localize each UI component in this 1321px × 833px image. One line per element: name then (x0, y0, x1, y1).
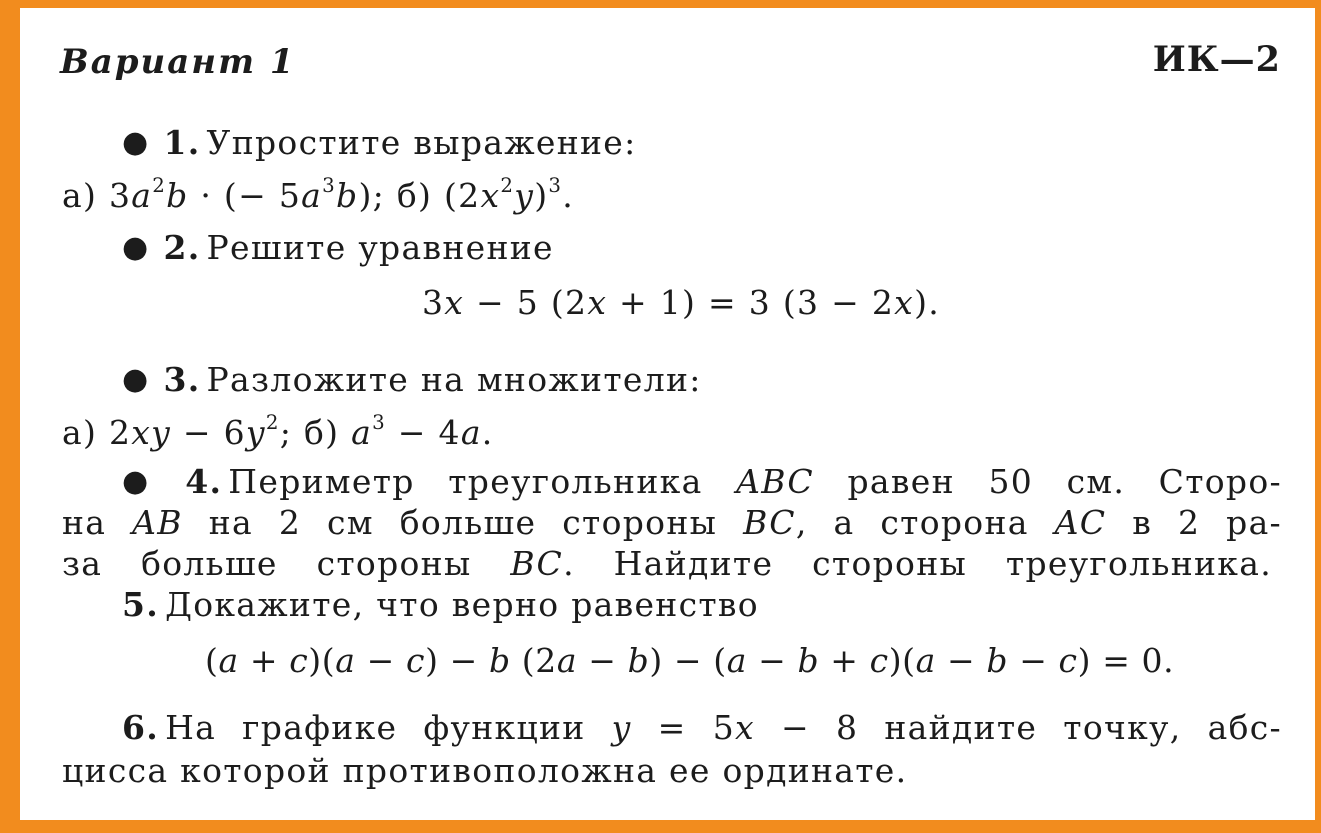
task-3-text: Разложите на множители: (206, 360, 702, 399)
task-1-text: Упростите выражение: (206, 123, 637, 162)
task-6-number: 6. (122, 708, 160, 747)
task-5-number: 5. (122, 585, 160, 624)
task-4-number: 4. (185, 462, 223, 501)
task-4-text: Периметр треугольника ABC равен 50 см. Сторо- (228, 462, 1282, 501)
task-1-number: 1. (163, 123, 201, 162)
task-4-line-2: на AB на 2 см больше стороны BC, а сторона AC в 2 ра- (62, 503, 1282, 542)
task-6-line-1 (122, 708, 1282, 748)
task-3-formula: а) $2xy - 6y^2$; б) $a^3 - 4a$. (62, 411, 494, 452)
bullet-icon: ● (122, 464, 172, 499)
task-6-text: На графике функции y = 5x − 8 найдите точку, абс- (165, 708, 1283, 747)
task-1-expressions (62, 176, 574, 216)
task-2-number: 2. (163, 228, 201, 267)
variant-title: Вариант 1 (60, 42, 296, 82)
task-1-heading (122, 123, 637, 165)
task-3-expressions (62, 413, 494, 453)
task-2-formula: 3x − 5 (2x + 1) = 3 (3 − 2x). (422, 283, 941, 322)
bullet-icon: ● (122, 125, 150, 160)
task-3-heading (122, 360, 702, 402)
task-4-line-3: за больше стороны BC. Найдите стороны треугольника. (62, 544, 1272, 583)
work-code: ИК—2 (1152, 39, 1281, 80)
task-5-text: Докажите, что верно равенство (165, 585, 759, 624)
bullet-icon: ● (122, 362, 150, 397)
task-6-line-2: цисса которой противоположна ее ординате. (62, 751, 908, 790)
task-1-formula: а) $3a^2b$ · (− $5a^3b$); б) $(2x^2y)^3$. (62, 174, 575, 215)
task-5-heading (122, 585, 759, 625)
task-4-line-1 (122, 462, 1282, 504)
task-5-formula: (a + c)(a − c) − b (2a − b) − (a − b + c)(a − b − c) = 0. (205, 641, 1175, 680)
bullet-icon: ● (122, 230, 150, 265)
task-2-heading (122, 228, 554, 270)
task-3-number: 3. (163, 360, 201, 399)
task-2-equation (422, 283, 940, 323)
task-5-identity (205, 641, 1174, 681)
task-2-text: Решите уравнение (206, 228, 554, 267)
